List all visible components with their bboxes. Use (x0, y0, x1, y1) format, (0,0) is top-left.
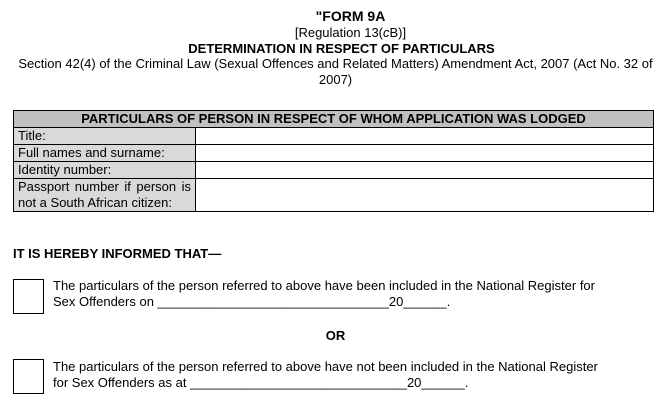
informed-heading: IT IS HEREBY INFORMED THAT— (13, 246, 222, 261)
table-row-identity-number (14, 162, 654, 179)
determination-heading: DETERMINATION IN RESPECT OF PARTICULARS (188, 41, 495, 56)
title-label: Title: (14, 128, 196, 145)
or-separator: OR (325, 328, 346, 343)
included-statement-line-1: The particulars of the person referred to above have been included in the National Register for (53, 278, 595, 293)
table-row-passport-number (14, 179, 654, 212)
form-header (0, 8, 671, 88)
not-included-statement-line-1: The particulars of the person referred to above have not been included in the National Register (53, 359, 598, 374)
title-field[interactable] (196, 128, 654, 145)
full-names-field[interactable] (196, 145, 654, 162)
passport-number-field[interactable] (196, 179, 654, 212)
table-heading: PARTICULARS OF PERSON IN RESPECT OF WHOM APPLICATION WAS LODGED (14, 111, 654, 128)
included-checkbox[interactable] (13, 279, 44, 314)
particulars-table (13, 110, 654, 212)
included-statement-line-2: Sex Offenders on ________________________________20______. (53, 294, 451, 309)
not-included-statement-line-2: for Sex Offenders as at ______________________________20______. (53, 375, 469, 390)
table-row-full-names (14, 145, 654, 162)
regulation-reference: [Regulation 13(cB)] (294, 25, 407, 40)
passport-number-label: Passport number if person is not a South African citizen: (14, 179, 196, 212)
not-included-checkbox[interactable] (13, 359, 44, 394)
section-reference: Section 42(4) of the Criminal Law (Sexual Offences and Related Matters) Amendment Act, 2007 (Act No. 32 of 2007) (18, 56, 653, 87)
regulation-paragraph-letter: c (383, 25, 390, 40)
table-heading-row (14, 111, 654, 128)
identity-number-label: Identity number: (14, 162, 196, 179)
identity-number-field[interactable] (196, 162, 654, 179)
form-title: "FORM 9A (315, 8, 386, 24)
table-row-title (14, 128, 654, 145)
included-statement (53, 278, 654, 310)
full-names-label: Full names and surname: (14, 145, 196, 162)
not-included-statement (53, 359, 654, 391)
